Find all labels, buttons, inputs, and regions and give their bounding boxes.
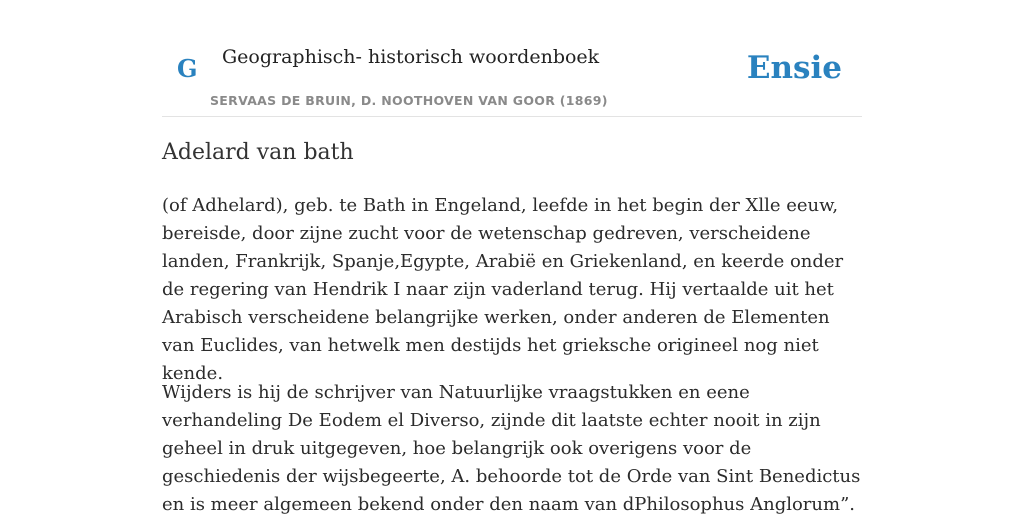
book-authors: SERVAAS DE BRUIN, D. NOOTHOVEN VAN GOOR (1869) bbox=[210, 93, 608, 108]
book-title[interactable]: Geographisch- historisch woordenboek bbox=[222, 46, 600, 68]
book-header bbox=[162, 0, 862, 117]
brand-logo[interactable]: Ensie bbox=[746, 50, 842, 86]
entry-paragraph-2: Wijders is hij de schrijver van Natuurlijke vraagstukken en eene verhandeling De Eodem el Diverso, zijnde dit laatste echter nooit in zijn geheel in druk uitgegeven, hoe belangrijk ook overigens voor de geschiedenis der wijsbegeerte, A. behoorde tot de Orde van Sint Benedictus en is meer algemeen bekend onder den naam van dPhilosophus Anglorum”. bbox=[162, 382, 861, 515]
entry-paragraph-1: (of Adhelard), geb. te Bath in Engeland, leefde in het begin der Xlle eeuw, bereisde, door zijne zucht voor de wetenschap gedreven, verscheidene landen, Frankrijk, Spanje,Egypte, Arabië en Griekenland, en keerde onder de regering van Hendrik I naar zijn vaderland terug. Hij vertaalde uit het Arabisch verscheidene belangrijke werken, onder anderen de Elementen van Euclides, van hetwelk men destijds het grieksche origineel nog niet kende. bbox=[162, 195, 844, 384]
entry-title: Adelard van bath bbox=[162, 140, 354, 165]
letter-index[interactable]: G bbox=[177, 54, 198, 83]
page-container bbox=[162, 0, 862, 515]
